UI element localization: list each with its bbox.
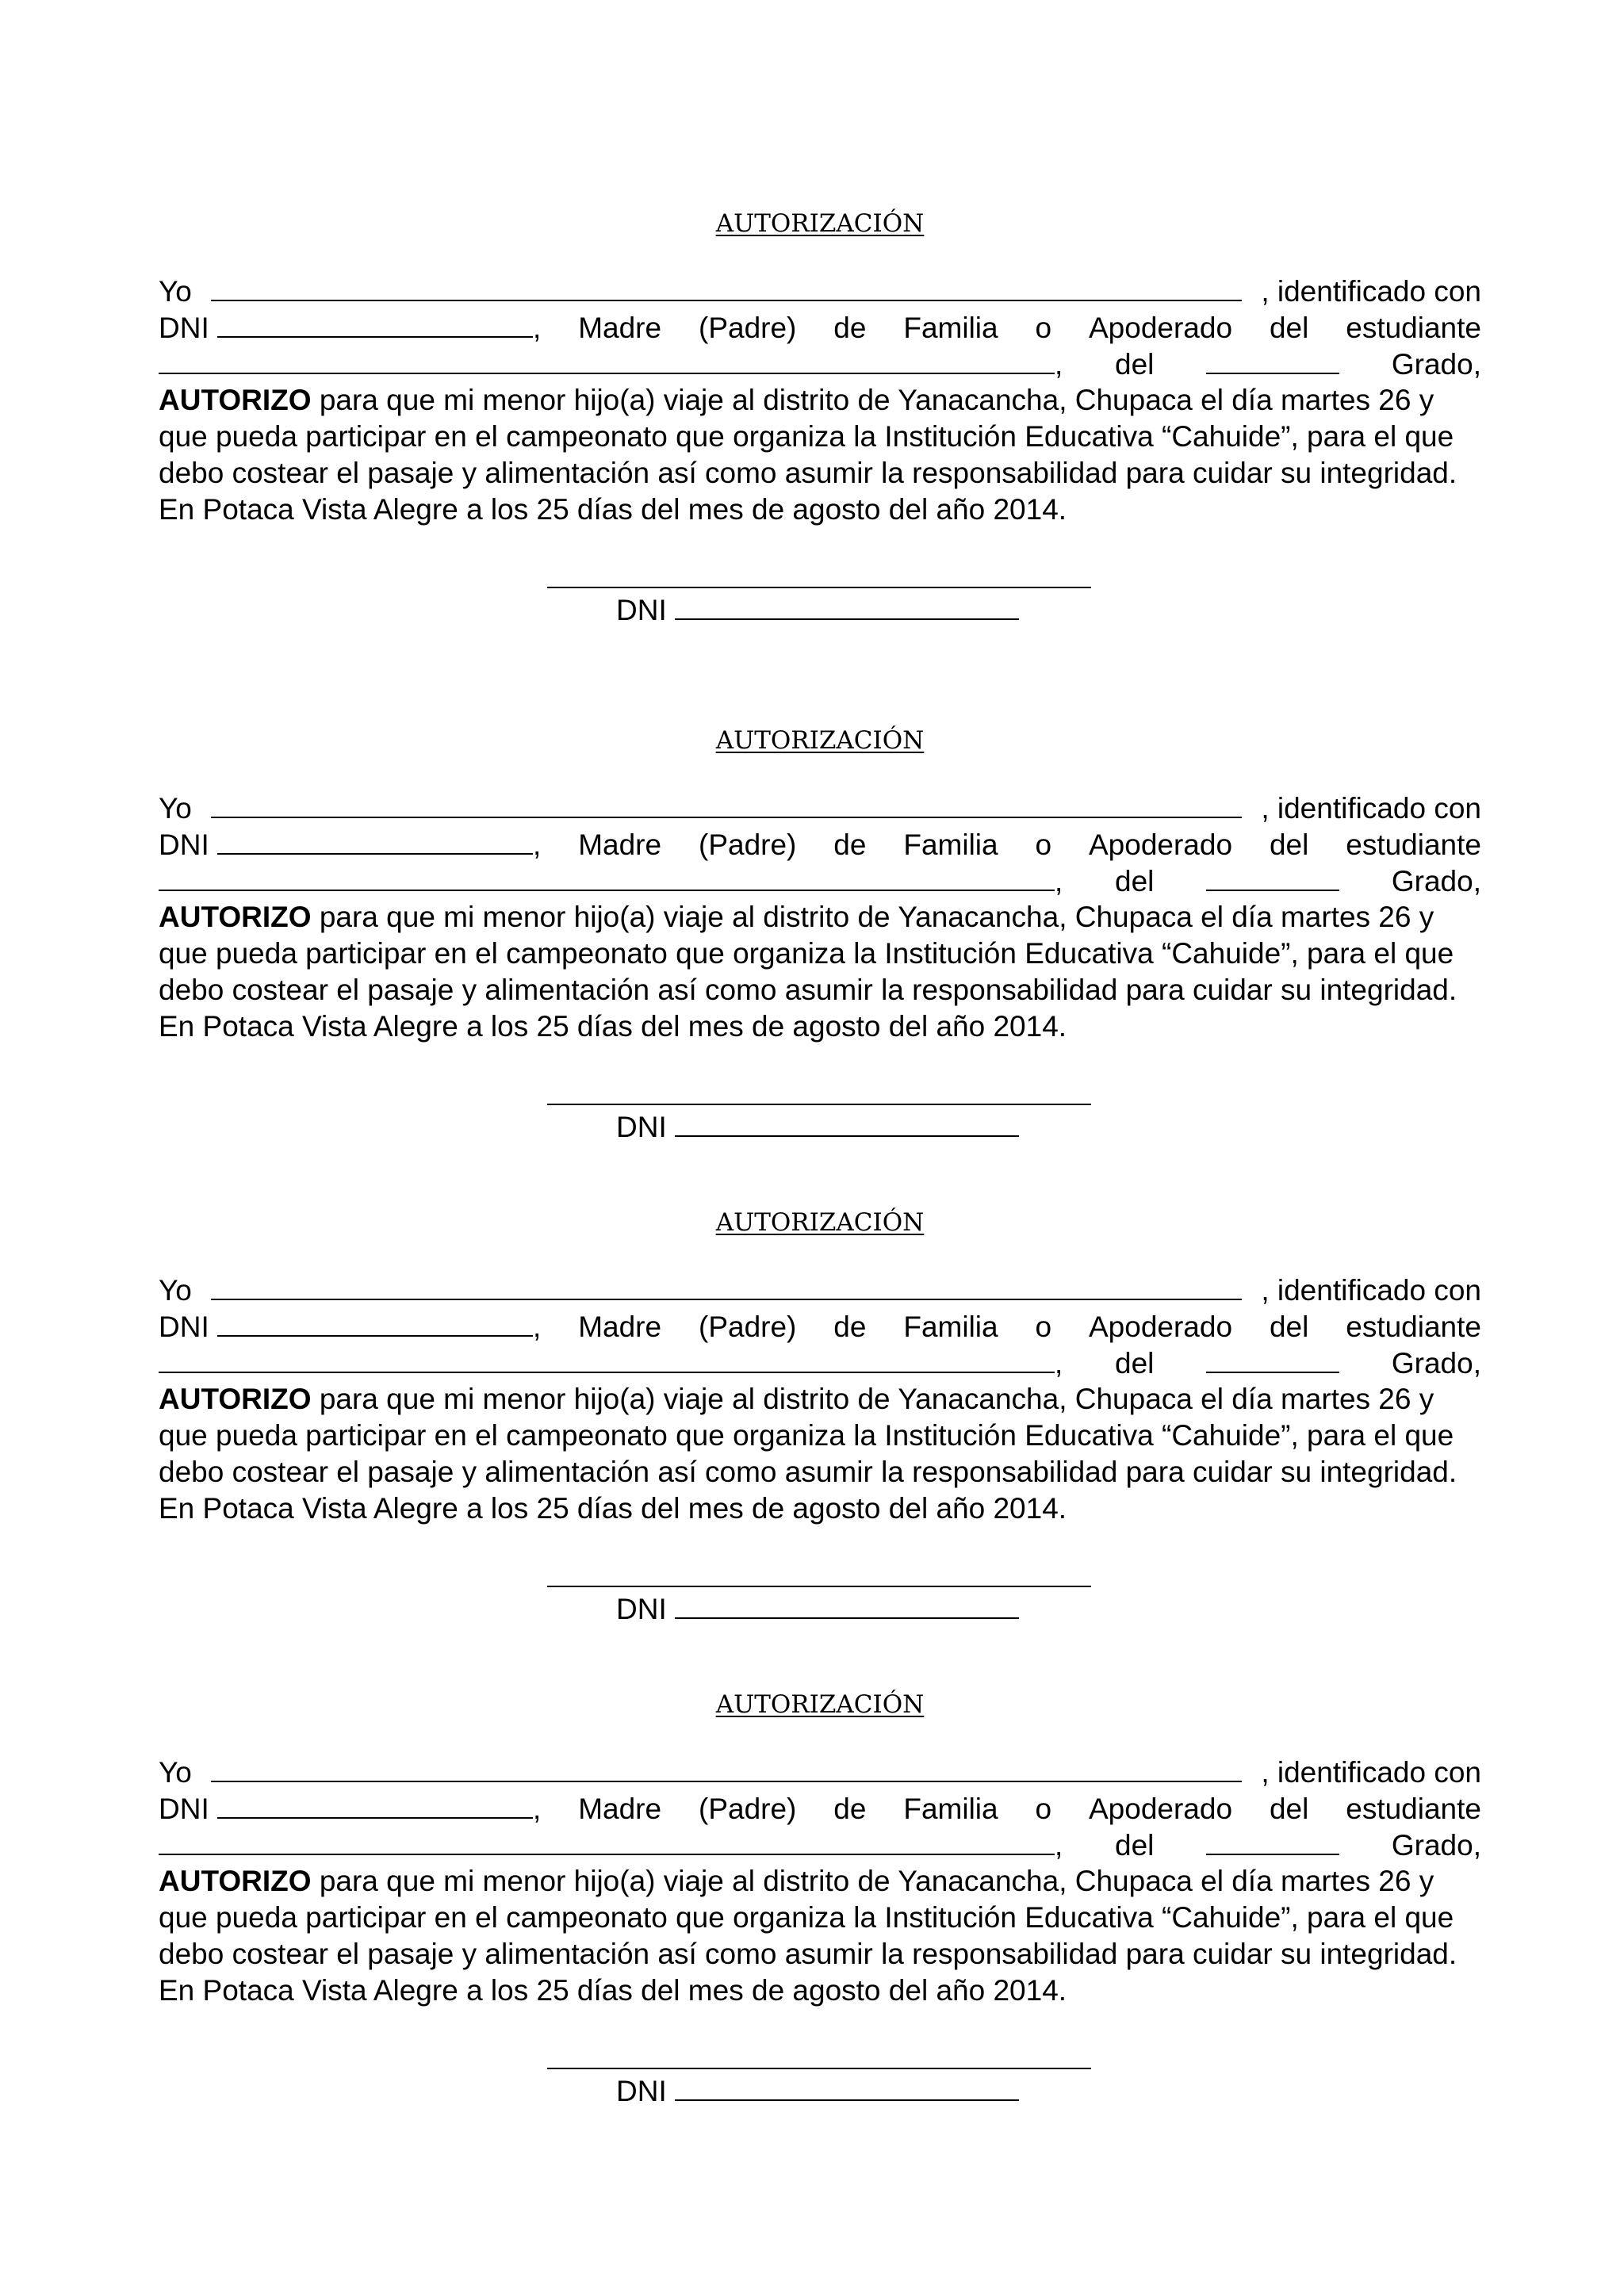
- form-line-authorize: AUTORIZO para que mi menor hijo(a) viaje al distrito de Yanacancha, Chupaca el día martes 26 y: [159, 1865, 1434, 1897]
- form-line-responsibility: debo costear el pasaje y alimentación así como asumir la responsabilidad para cuidar su integridad.: [159, 1938, 1457, 1970]
- form-line-student: , del Grado,: [159, 346, 1481, 382]
- form-line-dni: DNI , Madre (Padre) de Familia o Apoderado del estudiante: [159, 826, 1481, 863]
- signature-line[interactable]: [547, 1104, 1091, 1105]
- signature-dni: DNI: [616, 2072, 1019, 2110]
- form-line-student: , del Grado,: [159, 1827, 1481, 1863]
- form-line-responsibility: debo costear el pasaje y alimentación así como asumir la responsabilidad para cuidar su integridad.: [159, 457, 1457, 489]
- form-line-place-date: En Potaca Vista Alegre a los 25 días del mes de agosto del año 2014.: [159, 1010, 1067, 1043]
- form-line-name: [159, 790, 1481, 826]
- student-blank[interactable]: [159, 863, 1055, 891]
- dni-blank[interactable]: [217, 309, 533, 338]
- name-blank[interactable]: [211, 273, 1242, 301]
- form-line-place-date: En Potaca Vista Alegre a los 25 días del mes de agosto del año 2014.: [159, 1974, 1067, 2007]
- form-line-participation: que pueda participar en el campeonato que organiza la Institución Educativa “Cahuide”, para el que: [159, 937, 1454, 970]
- dni-blank[interactable]: [217, 1790, 533, 1819]
- form-title: AUTORIZACIÓN: [715, 209, 925, 238]
- label-identificado: , identificado con: [1261, 792, 1481, 825]
- grade-blank[interactable]: [1206, 346, 1339, 374]
- student-blank[interactable]: [159, 1345, 1055, 1373]
- signature-dni-blank[interactable]: [675, 591, 1019, 620]
- form-title: AUTORIZACIÓN: [715, 1208, 925, 1237]
- signature-dni-blank[interactable]: [675, 1590, 1019, 1619]
- dni-group: DNI ,: [159, 826, 541, 863]
- dni-blank[interactable]: [217, 826, 533, 855]
- form-line-dni: DNI , Madre (Padre) de Familia o Apoderado del estudiante: [159, 1308, 1481, 1345]
- form-line-dni: DNI , Madre (Padre) de Familia o Apoderado del estudiante: [159, 1790, 1481, 1827]
- signature-dni: DNI: [616, 1590, 1019, 1628]
- signature-dni-blank[interactable]: [675, 2072, 1019, 2101]
- grade-blank[interactable]: [1206, 1345, 1339, 1373]
- name-blank[interactable]: [211, 790, 1242, 818]
- form-line-participation: que pueda participar en el campeonato que organiza la Institución Educativa “Cahuide”, para el que: [159, 1901, 1454, 1934]
- form-line-participation: que pueda participar en el campeonato que organiza la Institución Educativa “Cahuide”, para el que: [159, 420, 1454, 453]
- label-identificado: , identificado con: [1261, 1274, 1481, 1307]
- form-line-student: , del Grado,: [159, 1345, 1481, 1381]
- label-identificado: , identificado con: [1261, 275, 1481, 308]
- label-yo: Yo: [159, 792, 192, 825]
- form-line-responsibility: debo costear el pasaje y alimentación así como asumir la responsabilidad para cuidar su integridad.: [159, 974, 1457, 1006]
- label-yo: Yo: [159, 1274, 192, 1307]
- form-line-authorize: AUTORIZO para que mi menor hijo(a) viaje al distrito de Yanacancha, Chupaca el día martes 26 y: [159, 384, 1434, 416]
- signature-dni: DNI: [616, 1108, 1019, 1146]
- form-line-authorize: AUTORIZO para que mi menor hijo(a) viaje al distrito de Yanacancha, Chupaca el día martes 26 y: [159, 901, 1434, 933]
- form-line-name: [159, 1272, 1481, 1308]
- form-line-dni: DNI , Madre (Padre) de Familia o Apoderado del estudiante: [159, 309, 1481, 346]
- form-title: AUTORIZACIÓN: [715, 1690, 925, 1719]
- grade-blank[interactable]: [1206, 863, 1339, 891]
- label-yo: Yo: [159, 1756, 192, 1789]
- form-line-student: , del Grado,: [159, 863, 1481, 899]
- signature-dni-blank[interactable]: [675, 1108, 1019, 1137]
- student-group: ,: [159, 1345, 1063, 1382]
- dni-blank[interactable]: [217, 1308, 533, 1337]
- student-group: ,: [159, 863, 1063, 900]
- signature-dni: DNI: [616, 591, 1019, 629]
- form-line-place-date: En Potaca Vista Alegre a los 25 días del mes de agosto del año 2014.: [159, 493, 1067, 526]
- form-line-name: [159, 273, 1481, 309]
- student-group: ,: [159, 1827, 1063, 1864]
- form-line-authorize: AUTORIZO para que mi menor hijo(a) viaje al distrito de Yanacancha, Chupaca el día martes 26 y: [159, 1383, 1434, 1415]
- grade-blank[interactable]: [1206, 1827, 1339, 1855]
- student-blank[interactable]: [159, 346, 1055, 374]
- student-group: ,: [159, 346, 1063, 383]
- student-blank[interactable]: [159, 1827, 1055, 1855]
- label-identificado: , identificado con: [1261, 1756, 1481, 1789]
- form-line-place-date: En Potaca Vista Alegre a los 25 días del mes de agosto del año 2014.: [159, 1492, 1067, 1525]
- label-yo: Yo: [159, 275, 192, 308]
- dni-group: DNI ,: [159, 1308, 541, 1345]
- signature-line[interactable]: [547, 2068, 1091, 2069]
- form-line-responsibility: debo costear el pasaje y alimentación así como asumir la responsabilidad para cuidar su integridad.: [159, 1456, 1457, 1488]
- dni-group: DNI ,: [159, 309, 541, 346]
- signature-line[interactable]: [547, 587, 1091, 588]
- form-line-participation: que pueda participar en el campeonato que organiza la Institución Educativa “Cahuide”, para el que: [159, 1419, 1454, 1452]
- name-blank[interactable]: [211, 1272, 1242, 1300]
- signature-line[interactable]: [547, 1586, 1091, 1587]
- name-blank[interactable]: [211, 1754, 1242, 1782]
- form-line-name: [159, 1754, 1481, 1790]
- form-title: AUTORIZACIÓN: [715, 726, 925, 755]
- dni-group: DNI ,: [159, 1790, 541, 1827]
